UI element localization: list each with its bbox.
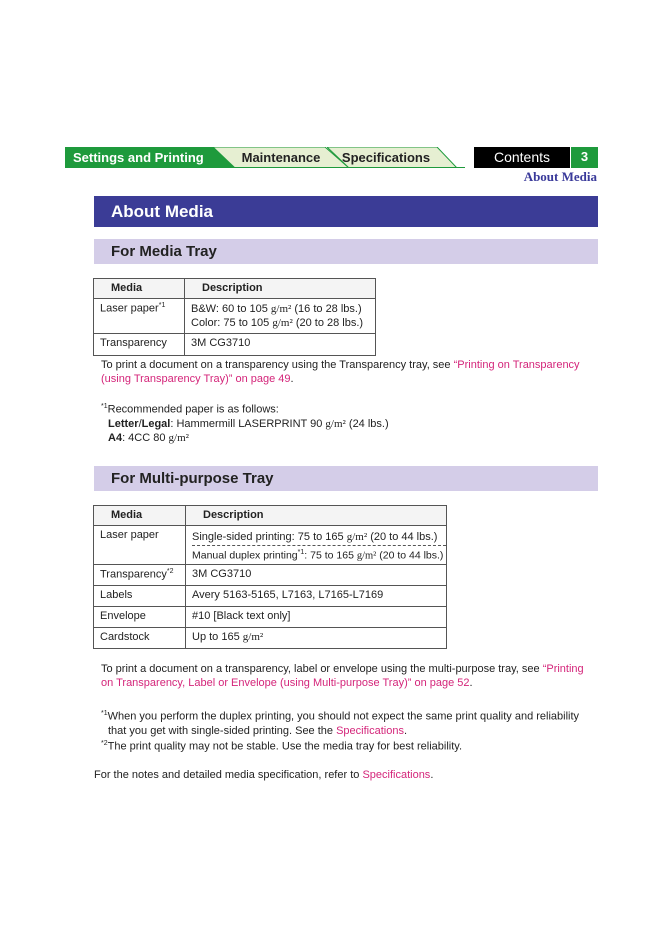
column-header-description: Description [186, 506, 447, 526]
multi-purpose-footnote-1 [101, 707, 591, 738]
tab-settings-and-printing[interactable]: Settings and Printing [65, 147, 235, 168]
note-text: To print a document on a transparency using the Transparency tray, see [101, 359, 454, 371]
specifications-link[interactable]: Specifications [336, 724, 404, 737]
footer-note [94, 768, 584, 782]
section-heading-multi-purpose-tray: For Multi-purpose Tray [94, 466, 598, 491]
unit-text: g/m² [242, 630, 264, 643]
table-row [94, 606, 447, 627]
desc-text: Color: 75 to 105 [191, 317, 273, 329]
note-end: . [469, 677, 473, 689]
footnote-line [101, 724, 591, 738]
section-heading-media-tray: For Media Tray [94, 239, 598, 264]
footnote-mark: *2 [101, 740, 108, 747]
column-header-description: Description [185, 279, 376, 299]
contents-button[interactable]: Contents [474, 147, 570, 168]
footnote-mark: *1 [297, 549, 305, 556]
footnote-mark: *1 [101, 403, 108, 410]
unit-text: g/m² [356, 550, 377, 562]
table-row [94, 526, 447, 565]
footer-end: . [430, 769, 434, 781]
description-line [192, 546, 446, 564]
page-number: 3 [571, 147, 598, 168]
footnote-mark: *1 [158, 302, 166, 309]
footnote-text: that you get with single-sided printing. See the [108, 724, 337, 737]
media-cell [94, 299, 185, 334]
description-cell: Avery 5163-5165, L7163, L7165-L7169 [186, 585, 447, 606]
desc-text: B&W: 60 to 105 [191, 303, 271, 315]
footnote-mark: *2 [166, 567, 174, 575]
description-line [191, 316, 369, 330]
separator: / [138, 417, 142, 430]
footer-text: For the notes and detailed media specification, refer to [94, 769, 363, 781]
footnote-text: When you perform the duplex printing, you should not expect the same print quality and reliability [107, 710, 580, 723]
desc-text: Manual duplex printing [192, 549, 298, 562]
desc-text: Single-sided printing: 75 to 165 [192, 531, 347, 543]
description-line [192, 526, 446, 546]
multi-purpose-tray-table [93, 505, 447, 649]
legal-label: Legal [141, 417, 171, 430]
footnote-line [101, 707, 591, 724]
letter-legal-line [101, 417, 591, 431]
media-name: Envelope [94, 606, 186, 627]
description-line [191, 302, 369, 316]
tab-maintenance-label: Maintenance [241, 150, 321, 165]
breadcrumb: About Media [523, 169, 597, 184]
letter-label: Letter [108, 417, 139, 430]
unit-text: g/m² [272, 317, 293, 329]
desc-text: (20 to 44 lbs.) [376, 549, 444, 562]
transparency-tray-link[interactable]: “Printing on Transparency (using Transparency Tray)” on page 49 [101, 359, 580, 385]
description-cell: 3M CG3710 [185, 334, 376, 356]
letter-end: (24 lbs.) [345, 417, 389, 430]
media-name: Laser paper [94, 526, 186, 565]
footnote-line [101, 400, 591, 417]
description-cell: #10 [Black text only] [186, 606, 447, 627]
top-navigation [65, 147, 598, 168]
footnote-end: . [403, 724, 408, 737]
note-end: . [290, 373, 294, 385]
media-name: Laser paper [100, 302, 159, 315]
media-tray-table [93, 278, 376, 356]
description-cell [186, 526, 447, 565]
table-row [94, 564, 447, 585]
a4-label: A4 [108, 431, 123, 444]
multi-purpose-tray-note [101, 662, 591, 690]
table-header-row [94, 279, 376, 299]
page-title: About Media [94, 196, 598, 227]
footnote-mark: *1 [101, 710, 108, 717]
desc-text: (20 to 44 lbs.) [367, 531, 438, 543]
media-cell [94, 564, 186, 585]
column-header-media: Media [94, 279, 185, 299]
specifications-link[interactable]: Specifications [362, 769, 431, 781]
unit-text: g/m² [270, 303, 292, 315]
media-tray-footnote [101, 400, 591, 445]
note-text: To print a document on a transparency, label or envelope using the multi-purpose tray, see [101, 663, 543, 675]
a4-value: : 4CC 80 [122, 431, 169, 444]
tab-specifications-label: Specifications [341, 150, 431, 165]
unit-text: g/m² [346, 531, 368, 543]
multi-purpose-tray-link[interactable]: “Printing on Transparency, Label or Envelope (using Multi-purpose Tray)” on page 52 [101, 663, 584, 689]
footnote-text: The print quality may not be stable. Use the media tray for best reliability. [107, 740, 463, 753]
desc-text: Up to 165 [192, 630, 243, 643]
description-cell: 3M CG3710 [186, 564, 447, 585]
table-row [94, 585, 447, 606]
unit-text: g/m² [325, 417, 346, 430]
tab-specifications[interactable] [327, 147, 457, 168]
description-cell [185, 299, 376, 334]
desc-text: (20 to 28 lbs.) [292, 317, 364, 329]
table-row [94, 334, 376, 356]
table-header-row [94, 506, 447, 526]
nav-underline [65, 167, 465, 168]
desc-text: (16 to 28 lbs.) [291, 303, 362, 315]
letter-value: : Hammermill LASERPRINT 90 [170, 417, 326, 430]
a4-line [101, 431, 591, 445]
unit-text: g/m² [168, 431, 189, 444]
footnote-text: Recommended paper is as follows: [107, 403, 279, 416]
multi-purpose-footnote-2 [101, 737, 591, 754]
table-row [94, 299, 376, 334]
column-header-media: Media [94, 506, 186, 526]
media-tray-note [101, 358, 591, 386]
media-name: Labels [94, 585, 186, 606]
desc-text: : 75 to 165 [304, 549, 357, 562]
media-name: Transparency [100, 568, 167, 581]
media-name: Transparency [94, 334, 185, 356]
table-row [94, 627, 447, 648]
media-name: Cardstock [94, 627, 186, 648]
description-cell [186, 627, 447, 648]
